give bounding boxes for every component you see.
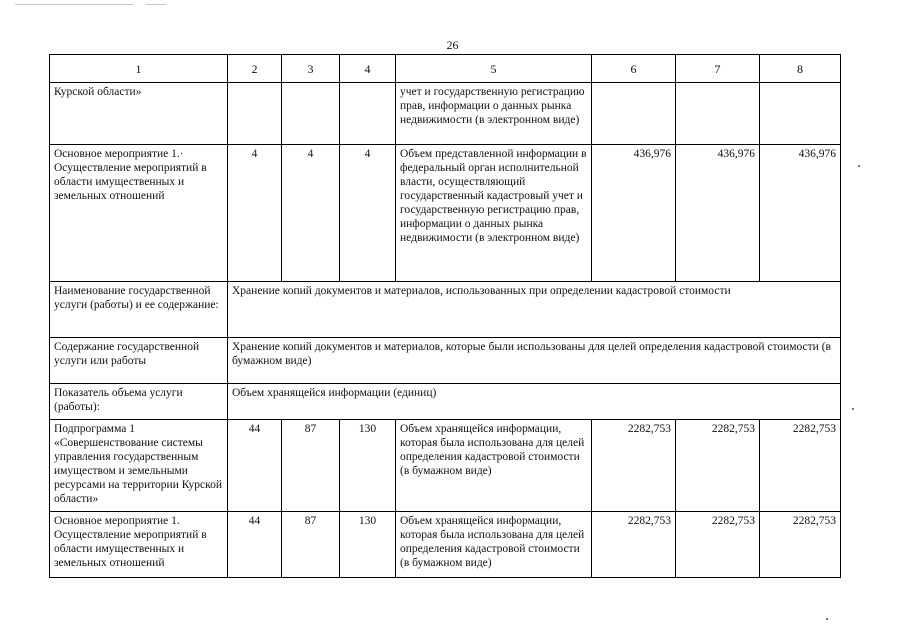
column-header-row (50, 55, 841, 83)
value-cell: 436,976 (760, 145, 841, 282)
service-value-cell: Объем хранящейся информации (единиц) (228, 384, 841, 420)
indicator-cell: Объем хранящейся информации, которая была использована для целей определения кадастровой стоимости (в бумажном виде) (396, 420, 592, 512)
value-cell (760, 83, 841, 145)
table-row (50, 512, 841, 578)
column-header: 6 (592, 55, 676, 83)
value-cell: 130 (340, 420, 396, 512)
value-cell: 2282,753 (592, 512, 676, 578)
value-cell (340, 83, 396, 145)
indicator-cell: Объем хранящейся информации, которая была использована для целей определения кадастровой стоимости (в бумажном виде) (396, 512, 592, 578)
column-header: 2 (228, 55, 282, 83)
scan-artifact-line (146, 4, 166, 5)
table-row (50, 145, 841, 282)
value-cell: 87 (282, 420, 340, 512)
column-header: 5 (396, 55, 592, 83)
value-cell (228, 83, 282, 145)
service-value-cell: Хранение копий документов и материалов, которые были использованы для целей определения кадастровой стоимости (в бумажном виде) (228, 338, 841, 384)
service-value-cell: Хранение копий документов и материалов, использованных при определении кадастровой стоимости (228, 282, 841, 338)
row-name-cell: Подпрограмма 1 «Совершенствование системы управления государственным имуществом и земельными ресурсами на территории Курской области» (50, 420, 228, 512)
page-number: 26 (446, 38, 459, 52)
table-row (50, 282, 841, 338)
table-row (50, 420, 841, 512)
value-cell: 44 (228, 512, 282, 578)
column-header: 7 (676, 55, 760, 83)
column-header: 1 (50, 55, 228, 83)
value-cell (282, 83, 340, 145)
row-name-cell: Основное мероприятие 1. Осуществление мероприятий в области имущественных и земельных отношений (50, 512, 228, 578)
value-cell (676, 83, 760, 145)
value-cell: 4 (282, 145, 340, 282)
value-cell: 130 (340, 512, 396, 578)
value-cell: 2282,753 (760, 512, 841, 578)
service-label-cell: Содержание государственной услуги или работы (50, 338, 228, 384)
service-label-cell: Показатель объема услуги (работы): (50, 384, 228, 420)
table-row (50, 83, 841, 145)
value-cell (592, 83, 676, 145)
value-cell: 2282,753 (760, 420, 841, 512)
value-cell: 87 (282, 512, 340, 578)
indicator-cell: Объем представленной информации в федеральный орган исполнительной власти, осуществляющий государственный кадастровый учет и государственную регистрацию прав, информации о данных рынка недвижимости (в электронном виде) (396, 145, 592, 282)
column-header: 8 (760, 55, 841, 83)
column-header: 3 (282, 55, 340, 83)
service-label-cell: Наименование государственной услуги (работы) и ее содержание: (50, 282, 228, 338)
value-cell: 2282,753 (592, 420, 676, 512)
value-cell: 436,976 (676, 145, 760, 282)
value-cell: 2282,753 (676, 512, 760, 578)
value-cell: 4 (228, 145, 282, 282)
value-cell: 44 (228, 420, 282, 512)
value-cell: 4 (340, 145, 396, 282)
value-cell: 2282,753 (676, 420, 760, 512)
scan-speck (858, 165, 860, 167)
scan-speck (826, 618, 828, 620)
row-name-cell: Основное мероприятие 1.· Осуществление мероприятий в области имущественных и земельных отношений (50, 145, 228, 282)
indicator-cell: учет и государственную регистрацию прав, информации о данных рынка недвижимости (в электронном виде) (396, 83, 592, 145)
value-cell: 436,976 (592, 145, 676, 282)
scan-artifact-line (15, 4, 133, 5)
column-header: 4 (340, 55, 396, 83)
table-row (50, 338, 841, 384)
table-row (50, 384, 841, 420)
row-name-cell: Курской области» (50, 83, 228, 145)
scan-speck (852, 408, 854, 410)
services-table (49, 54, 841, 578)
